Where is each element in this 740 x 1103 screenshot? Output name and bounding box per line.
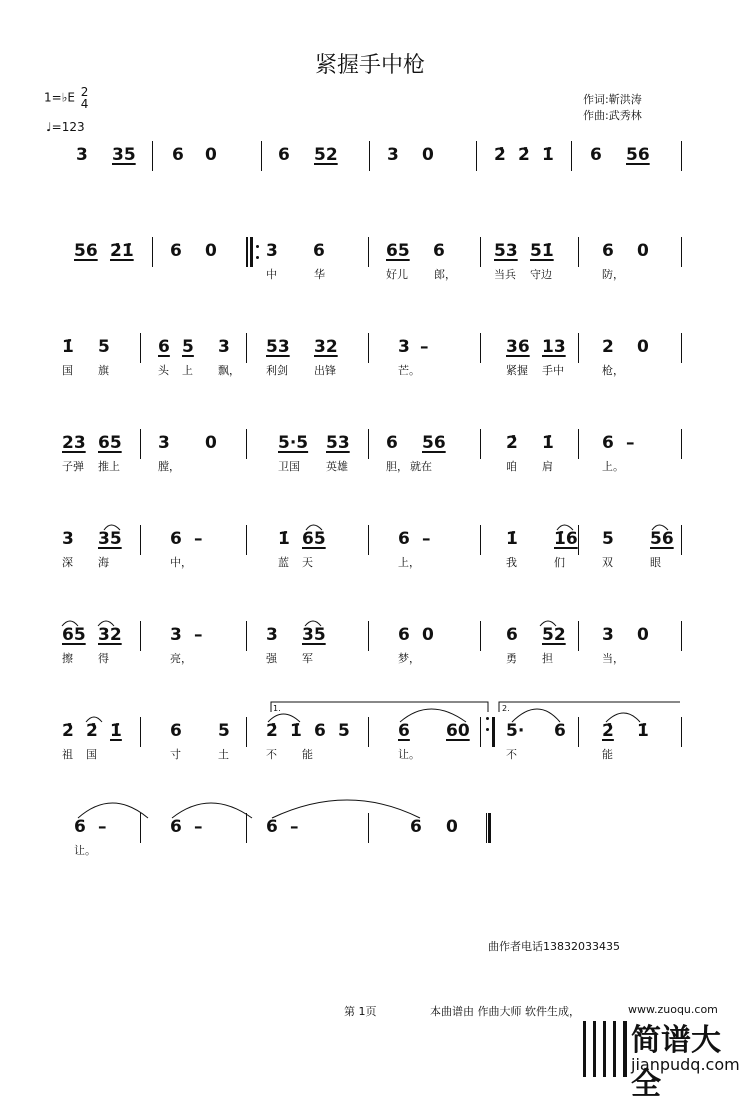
note-group: 5 xyxy=(218,721,230,741)
note-group: 65 xyxy=(62,625,86,645)
note-group: 3 xyxy=(266,625,278,645)
lyric: 推上 xyxy=(98,460,120,473)
note-group: 65 xyxy=(386,241,410,261)
lyric: 得 xyxy=(98,652,109,665)
note-group: 3 xyxy=(76,145,88,165)
lyric: 紧握 xyxy=(506,364,528,377)
lyric: 上， xyxy=(398,556,420,569)
note-group: 6 xyxy=(410,817,422,837)
lyric: 土 xyxy=(218,748,229,761)
note-group: 0 xyxy=(446,817,458,837)
lyric: 郎， xyxy=(434,268,456,281)
note-group: 3 xyxy=(62,529,74,549)
lyric: 防， xyxy=(602,268,624,281)
note-group: 3 xyxy=(387,145,399,165)
lyric: 军 xyxy=(302,652,313,665)
note-group: 6 xyxy=(172,145,184,165)
note-group: 35 xyxy=(98,529,122,549)
note-group: 6 xyxy=(313,241,325,261)
note-group: 52 xyxy=(314,145,338,165)
lyric: 旗 xyxy=(98,364,109,377)
slur xyxy=(268,714,300,722)
note-group: 0 xyxy=(637,337,649,357)
lyric: 上 xyxy=(182,364,193,377)
note-group: 0 xyxy=(205,241,217,261)
lyric: 蓝 xyxy=(278,556,289,569)
lyric: 英雄 xyxy=(326,460,348,473)
note-group: 1̇6 xyxy=(554,529,578,549)
watermark-domain: jianpudq.com xyxy=(631,1055,740,1074)
note-group: 5 xyxy=(98,337,110,357)
key-signature: 1=♭E 2 4 xyxy=(44,85,89,111)
page-title: 紧握手中枪 xyxy=(314,53,425,78)
note-group: 5· xyxy=(506,721,525,741)
lyric: 能 xyxy=(602,748,613,761)
note-group: – xyxy=(626,433,635,453)
note-group: – xyxy=(194,529,203,549)
lyric: 当兵 xyxy=(494,268,516,281)
slur xyxy=(606,713,640,722)
lyric: 们 xyxy=(554,556,565,569)
note-group: – xyxy=(290,817,299,837)
note-group: 0 xyxy=(637,241,649,261)
note-group: 6 xyxy=(170,721,182,741)
note-group: 6 xyxy=(158,337,170,357)
note-group: 3 xyxy=(602,625,614,645)
lyric: 利剑 xyxy=(266,364,288,377)
lyric: 头 xyxy=(158,364,169,377)
piano-icon xyxy=(583,1021,627,1077)
note-group: 6 xyxy=(433,241,445,261)
lyric: 胆， xyxy=(386,460,408,473)
page-number: 第 1页 xyxy=(344,1005,377,1018)
lyric: 让。 xyxy=(398,748,420,761)
note-group: 6 xyxy=(398,721,410,741)
note-group: 2̇ xyxy=(266,721,278,741)
note-group: 13 xyxy=(542,337,566,357)
volta-bracket xyxy=(499,702,680,712)
slur xyxy=(512,709,560,722)
note-group: 1̇ xyxy=(62,337,74,357)
note-group: 1̇ xyxy=(110,721,122,741)
note-group: 53 xyxy=(326,433,350,453)
note-group: 2̇ xyxy=(62,721,74,741)
note-group: – xyxy=(422,529,431,549)
note-group: 2̇ xyxy=(602,721,614,741)
slur xyxy=(540,621,556,626)
lyric: 勇 xyxy=(506,652,517,665)
note-group: 6 xyxy=(398,625,410,645)
slur xyxy=(104,525,120,530)
note-group: 56 xyxy=(74,241,98,261)
note-group: 5 xyxy=(338,721,350,741)
slur xyxy=(78,803,148,818)
note-group: 5 xyxy=(602,529,614,549)
lyric: 守边 xyxy=(530,268,552,281)
lyric: 枪， xyxy=(602,364,624,377)
note-group: 60 xyxy=(446,721,470,741)
note-group: 51̇ xyxy=(530,241,554,261)
note-group: 6 xyxy=(506,625,518,645)
lyric: 祖 xyxy=(62,748,73,761)
lyric: 海 xyxy=(98,556,109,569)
note-group: 65 xyxy=(98,433,122,453)
note-group: 6 xyxy=(602,433,614,453)
note-group: 6 xyxy=(74,817,86,837)
lyric: 上。 xyxy=(602,460,624,473)
note-group: 36 xyxy=(506,337,530,357)
slur xyxy=(98,621,114,626)
note-group: 6 xyxy=(170,241,182,261)
composer-credit: 作曲:武秀林 xyxy=(583,109,642,122)
lyric: 让。 xyxy=(74,844,96,857)
note-group: 2̇ xyxy=(518,145,530,165)
note-group: 2̇ xyxy=(494,145,506,165)
note-group: 3 xyxy=(398,337,410,357)
note-group: – xyxy=(194,817,203,837)
lyric: 就在 xyxy=(410,460,432,473)
lyric: 中 xyxy=(266,268,277,281)
note-group: 1̇ xyxy=(637,721,649,741)
lyric: 强 xyxy=(266,652,277,665)
lyric: 担 xyxy=(542,652,553,665)
note-group: 32 xyxy=(314,337,338,357)
note-group: 56 xyxy=(422,433,446,453)
note-group: 35 xyxy=(112,145,136,165)
note-group: 6 xyxy=(314,721,326,741)
note-group: 32 xyxy=(98,625,122,645)
lyric: 不 xyxy=(266,748,277,761)
note-group: 6 xyxy=(554,721,566,741)
note-group: 3 xyxy=(170,625,182,645)
tempo-mark: ♩=123 xyxy=(46,120,85,134)
lyric: 中， xyxy=(170,556,192,569)
lyric: 我 xyxy=(506,556,517,569)
note-group: 2̇ xyxy=(506,433,518,453)
lyric: 国 xyxy=(86,748,97,761)
slur xyxy=(86,717,102,722)
watermark-logo xyxy=(583,1015,740,1102)
slur xyxy=(172,803,252,818)
lyric: 双 xyxy=(602,556,613,569)
lyric: 华 xyxy=(314,268,325,281)
note-group: 0 xyxy=(205,433,217,453)
lyric: 卫国 xyxy=(278,460,300,473)
note-group: 0 xyxy=(422,145,434,165)
slur xyxy=(400,709,466,722)
note-group: 1̇ xyxy=(506,529,518,549)
slur xyxy=(557,525,573,530)
note-group: 3 xyxy=(158,433,170,453)
lyric: 子弹 xyxy=(62,460,84,473)
slur xyxy=(652,525,668,530)
note-group: 6 xyxy=(398,529,410,549)
note-group: 5 xyxy=(182,337,194,357)
lyric: 擦 xyxy=(62,652,73,665)
note-group: 3 xyxy=(266,241,278,261)
volta-2: 2. xyxy=(502,704,510,713)
lyric: 寸 xyxy=(170,748,181,761)
lyric: 亮， xyxy=(170,652,192,665)
composer-phone: 曲作者电话13832033435 xyxy=(488,940,620,953)
volta-bracket xyxy=(271,702,488,712)
lyric: 膛， xyxy=(158,460,180,473)
note-group: 0 xyxy=(637,625,649,645)
note-group: 0 xyxy=(422,625,434,645)
lyric: 当， xyxy=(602,652,624,665)
note-group: 6 xyxy=(278,145,290,165)
volta-1: 1. xyxy=(273,704,281,713)
note-group: – xyxy=(98,817,107,837)
note-group: 53 xyxy=(494,241,518,261)
slur xyxy=(306,525,322,530)
software-site: www.zuoqu.com xyxy=(628,1003,718,1016)
note-group: 6 xyxy=(170,529,182,549)
note-group: 35 xyxy=(302,625,326,645)
note-group: 2 xyxy=(602,337,614,357)
note-group: 65 xyxy=(302,529,326,549)
note-group: – xyxy=(420,337,429,357)
note-group: 1̇ xyxy=(278,529,290,549)
note-group: 2̇1̇ xyxy=(110,241,134,261)
lyric: 天 xyxy=(302,556,313,569)
time-signature: 2 4 xyxy=(80,85,89,111)
slur xyxy=(305,621,321,626)
lyric: 飘， xyxy=(218,364,240,377)
lyric: 不 xyxy=(506,748,517,761)
note-group: 56 xyxy=(626,145,650,165)
software-note: 本曲谱由 作曲大师 软件生成， xyxy=(430,1005,580,1018)
note-group: 6 xyxy=(602,241,614,261)
watermark-name: 简谱大全 xyxy=(631,1023,721,1102)
note-group: 0 xyxy=(205,145,217,165)
note-group: 6 xyxy=(266,817,278,837)
note-group: 56 xyxy=(650,529,674,549)
lyric: 眼 xyxy=(650,556,661,569)
lyric: 芒。 xyxy=(398,364,420,377)
lyricist-credit: 作词:靳洪涛 xyxy=(583,93,642,106)
lyric: 国 xyxy=(62,364,73,377)
lyric: 深 xyxy=(62,556,73,569)
note-group: 1̇ xyxy=(542,145,554,165)
slur xyxy=(62,621,78,626)
note-group: – xyxy=(194,625,203,645)
note-group: 3 xyxy=(218,337,230,357)
slur xyxy=(272,800,420,818)
note-group: 2̇ xyxy=(86,721,98,741)
lyric: 咱 xyxy=(506,460,517,473)
note-group: 6 xyxy=(170,817,182,837)
note-group: 52 xyxy=(542,625,566,645)
note-group: 1̇ xyxy=(542,433,554,453)
note-group: 53 xyxy=(266,337,290,357)
note-group: 1̇ xyxy=(290,721,302,741)
note-group: 23 xyxy=(62,433,86,453)
lyric: 好儿 xyxy=(386,268,408,281)
lyric: 出锋 xyxy=(314,364,336,377)
lyric: 梦， xyxy=(398,652,420,665)
lyric: 能 xyxy=(302,748,313,761)
note-group: 6 xyxy=(590,145,602,165)
lyric: 手中 xyxy=(542,364,564,377)
note-group: 5·5 xyxy=(278,433,309,453)
lyric: 肩 xyxy=(542,460,553,473)
note-group: 6 xyxy=(386,433,398,453)
